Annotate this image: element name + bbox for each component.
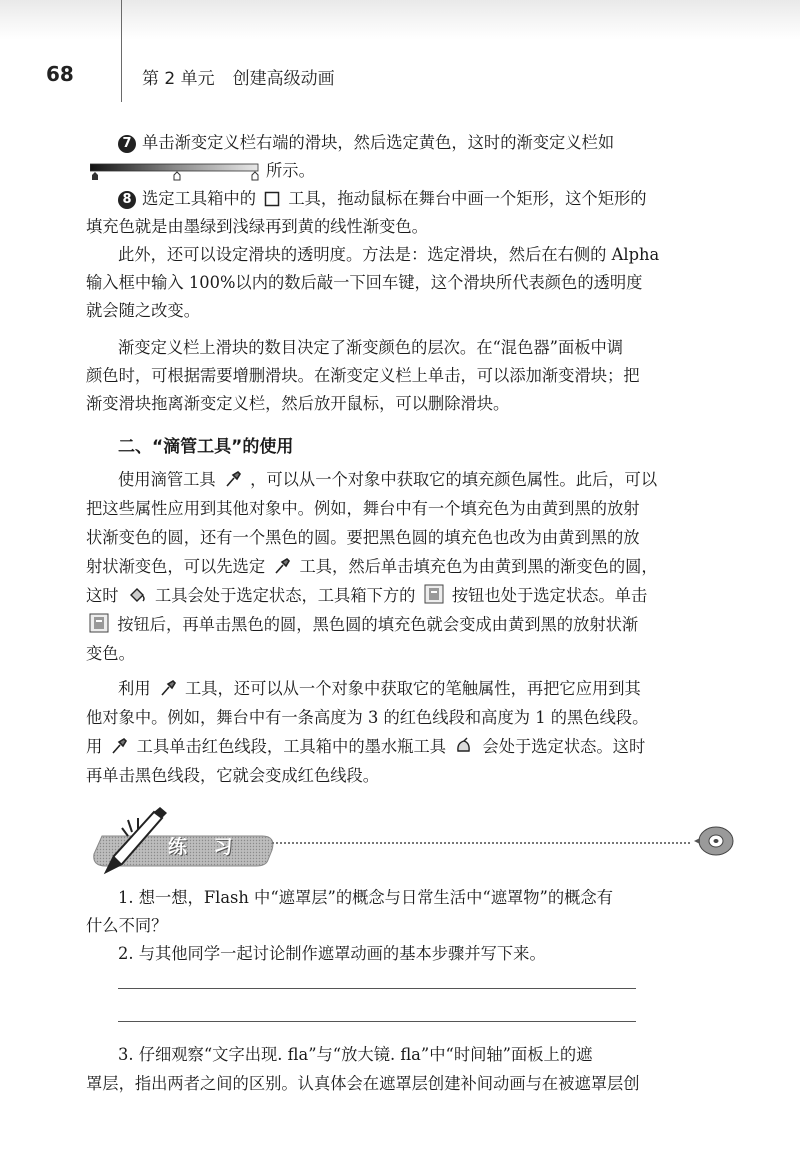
question-2: 2. 与其他同学一起讨论制作遮罩动画的基本步骤并写下来。 xyxy=(118,944,546,963)
step7-line2: 所示。 xyxy=(266,161,315,180)
para-sliders-line3: 渐变滑块拖离渐变定义栏，然后放开鼠标，可以删除滑块。 xyxy=(86,394,510,413)
exercise-dotted-rule xyxy=(272,842,690,844)
para-sliders-line1: 渐变定义栏上滑块的数目决定了渐变颜色的层次。在“混色器”面板中调 xyxy=(118,338,624,357)
eyedropper-icon xyxy=(224,470,242,488)
para-alpha-line1: 此外，还可以设定滑块的透明度。方法是：选定滑块，然后在右侧的 Alpha xyxy=(118,245,660,264)
para-stroke-line2: 他对象中。例如，舞台中有一条高度为 3 的红色线段和高度为 1 的黑色线段。 xyxy=(86,708,649,727)
para-dropper-line5: 这时 工具会处于选定状态，工具箱下方的 按钮也处于选定状态。单击 xyxy=(86,586,648,605)
para-alpha-line3: 就会随之改变。 xyxy=(86,301,200,320)
eyedropper-icon xyxy=(273,557,291,575)
question-1-line2: 什么不同？ xyxy=(86,916,168,935)
para-stroke-line3: 用 工具单击红色线段，工具箱中的墨水瓶工具 会处于选定状态。这时 xyxy=(86,737,646,756)
step7-marker: 7 xyxy=(118,135,136,153)
para-dropper-line6: 按钮后，再单击黑色的圆，黑色圆的填充色就会变成由黄到黑的放射状渐 xyxy=(86,611,746,639)
gradient-bar-image xyxy=(90,163,262,181)
question-3-line1: 3. 仔细观察“文字出现. fla”与“放大镜. fla”中“时间轴”面板上的遮 xyxy=(118,1045,593,1064)
lock-fill-button-icon xyxy=(89,613,109,633)
para-dropper-line3: 状渐变色的圆，还有一个黑色的圆。要把黑色圆的填充色也改为由黄到黑的放 xyxy=(86,528,640,547)
para-dropper-line7: 变色。 xyxy=(86,644,135,663)
header-band xyxy=(0,0,800,40)
eyedropper-icon xyxy=(110,737,128,755)
cd-disc-icon xyxy=(692,824,736,858)
lock-fill-button-icon xyxy=(424,584,444,604)
question-3-line2: 罩层，指出两者之间的区别。认真体会在遮罩层创建补间动画与在被遮罩层创 xyxy=(86,1074,640,1093)
para-stroke-line1: 利用 工具，还可以从一个对象中获取它的笔触属性，再把它应用到其 xyxy=(118,679,641,698)
para-alpha-line2: 输入框中输入 100%以内的数后敲一下回车键，这个滑块所代表颜色的透明度 xyxy=(86,273,643,292)
para-stroke-line4: 再单击黑色线段，它就会变成红色线段。 xyxy=(86,766,380,785)
para-sliders-line2: 颜色时，可根据需要增删滑块。在渐变定义栏上单击，可以添加渐变滑块；把 xyxy=(86,366,640,385)
para-dropper-line4: 射状渐变色，可以先选定 工具，然后单击填充色为由黄到黑的渐变色的圆， xyxy=(86,557,658,576)
slider-left-icon xyxy=(92,172,98,180)
ink-bottle-icon xyxy=(454,737,474,755)
slider-middle-icon xyxy=(174,172,180,180)
paint-bucket-icon xyxy=(127,586,147,604)
unit-name: 创建高级动画 xyxy=(232,69,335,89)
para-dropper-line1: 使用滴管工具 ，可以从一个对象中获取它的填充颜色属性。此后，可以 xyxy=(118,470,658,489)
unit-title xyxy=(142,64,335,89)
step8-line2: 填充色就是由墨绿到浅绿再到黄的线性渐变色。 xyxy=(86,217,428,236)
page-number: 68 xyxy=(46,62,74,86)
slider-right-icon xyxy=(252,172,258,180)
header-divider xyxy=(121,0,122,102)
answer-line-1 xyxy=(118,988,636,989)
step8-marker: 8 xyxy=(118,191,136,209)
para-dropper-line2: 把这些属性应用到其他对象中。例如，舞台中有一个填充色为由黄到黑的放射 xyxy=(86,499,640,518)
unit-label: 第 2 单元 xyxy=(142,69,215,89)
exercise-label: 练 习 xyxy=(168,836,243,858)
rectangle-tool-icon xyxy=(264,191,280,207)
question-1-line1: 1. 想一想，Flash 中“遮罩层”的概念与日常生活中“遮罩物”的概念有 xyxy=(118,888,613,907)
eyedropper-icon xyxy=(159,679,177,697)
section-heading: 二、“滴管工具”的使用 xyxy=(118,437,294,457)
step8-line1: 8 选定工具箱中的 工具，拖动鼠标在舞台中画一个矩形，这个矩形的 xyxy=(118,185,778,213)
step7-line1: 7 单击渐变定义栏右端的滑块，然后选定黄色，这时的渐变定义栏如 xyxy=(118,129,778,157)
answer-line-2 xyxy=(118,1021,636,1022)
